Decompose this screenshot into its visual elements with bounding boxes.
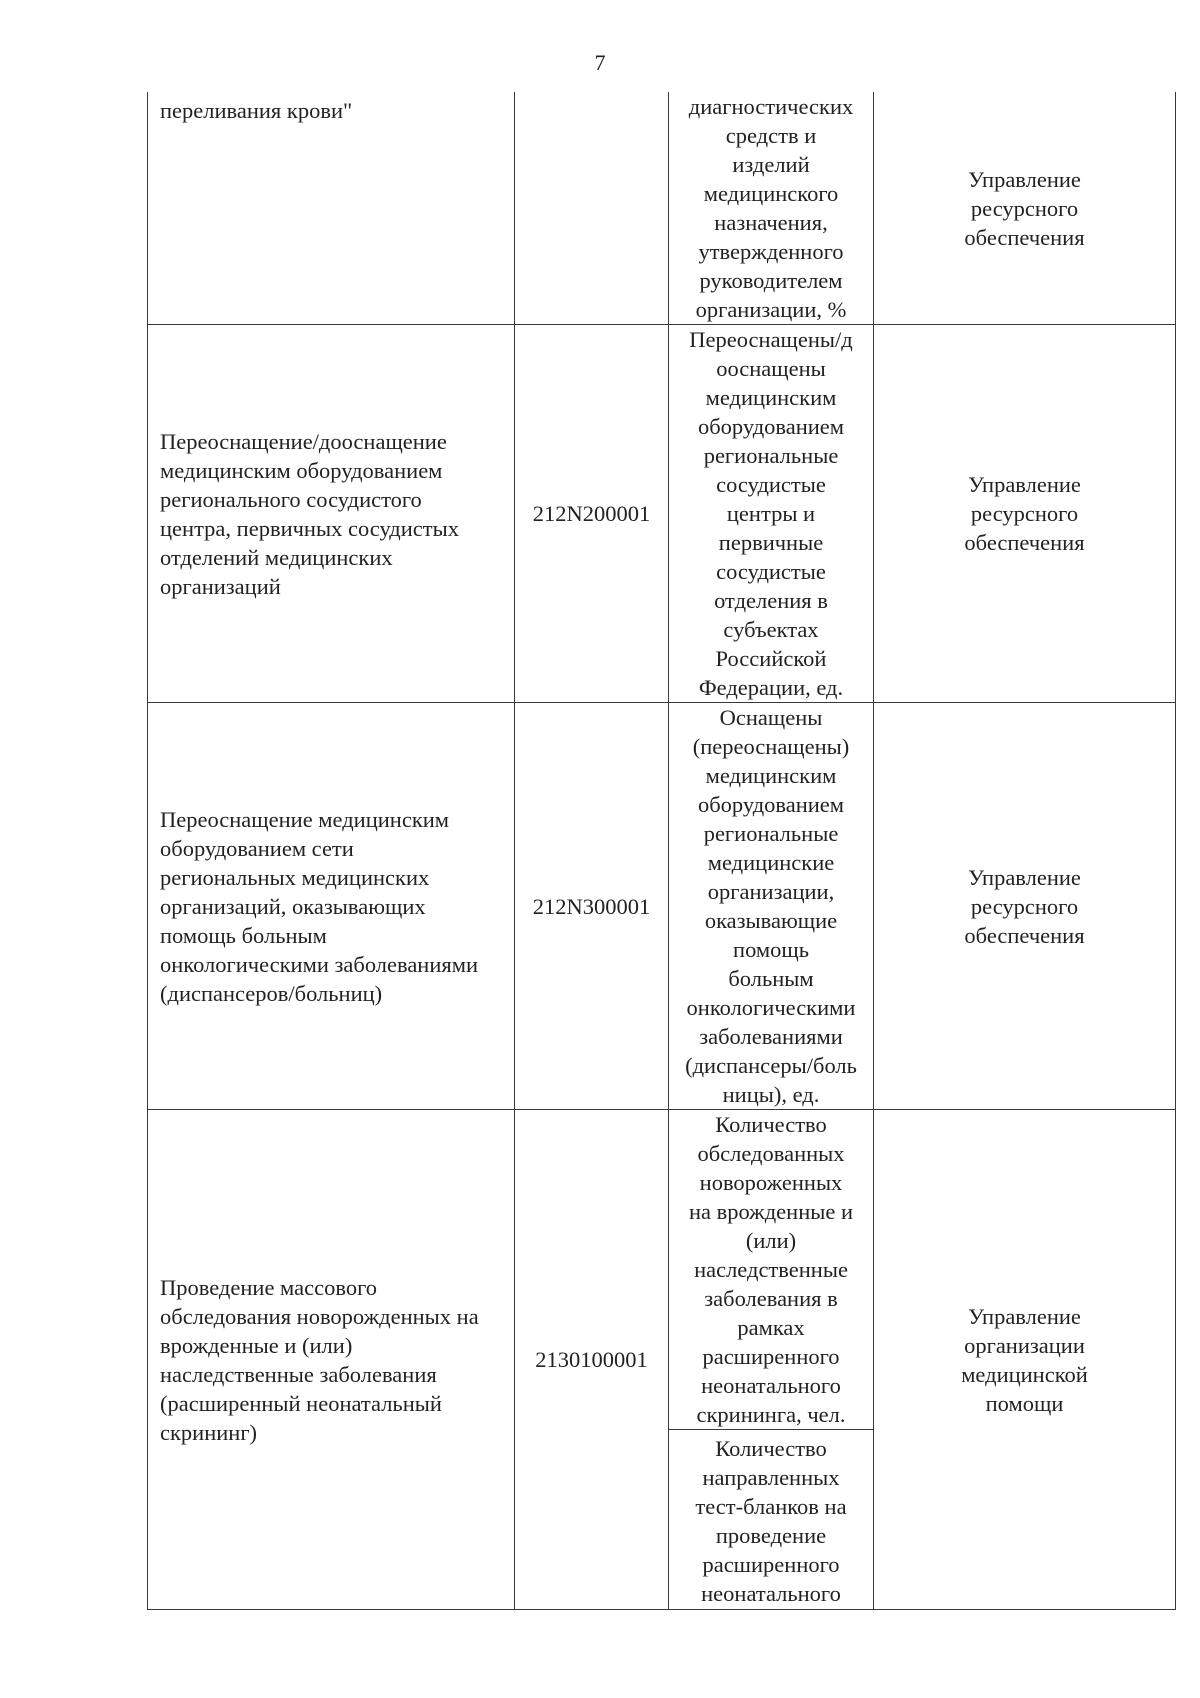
measure-name-cell [148, 1110, 515, 1610]
responsible-department: Управление ресурсного обеспечения [964, 472, 1085, 555]
indicator-cell [669, 325, 874, 703]
indicator-text: Количество направленных тест-бланков на проведение расширенного неонатального [695, 1436, 847, 1606]
responsible-department: Управление организации медицинской помощи [961, 1303, 1088, 1416]
table-row [148, 325, 1176, 703]
measure-name-cell [148, 703, 515, 1110]
code-cell [515, 325, 669, 703]
indicator-cell [669, 703, 874, 1110]
measure-code: 212N300001 [532, 893, 651, 919]
department-cell [874, 1110, 1176, 1610]
indicator-cell [669, 1110, 874, 1430]
indicator-text: диагностических средств и изделий медицинского назначения, утвержденного руководителем организации, % [688, 94, 854, 322]
measure-name-cell [148, 325, 515, 703]
measure-name: Проведение массового обследования новорожденных на врожденные и (или) наследственные заболевания (расширенный неонатальный скрининг) [160, 1274, 479, 1445]
indicator-text: Количество обследованных новороженных на врожденные и (или) наследственные заболевания в рамках расширенного неонатального скрининга, чел. [688, 1112, 854, 1427]
table-row [148, 92, 1176, 325]
measure-name: переливания крови" [160, 98, 353, 123]
department-cell [874, 703, 1176, 1110]
measures-table [147, 92, 1176, 1610]
indicator-text: Переоснащены/д ооснащены медицинским оборудованием региональные сосудистые центры и первичные сосудистые отделения в субъектах Российской Федерации, ед. [689, 327, 853, 700]
table-row [148, 1110, 1176, 1430]
table-row [148, 703, 1176, 1110]
measure-name: Переоснащение медицинским оборудованием сети региональных медицинских организаций, оказывающих помощь больным онкологическими заболеваниями (диспансеров/больниц) [160, 806, 479, 1006]
measure-name: Переоснащение/дооснащение медицинским оборудованием регионального сосудистого центра, первичных сосудистых отделений медицинских организаций [160, 428, 459, 599]
measure-code: 212N200001 [532, 501, 651, 526]
responsible-department: Управление ресурсного обеспечения [964, 166, 1085, 250]
code-cell [515, 703, 669, 1110]
code-cell [515, 1110, 669, 1610]
page-number: 7 [594, 50, 606, 75]
indicator-text: Оснащены (переоснащены) медицинским оборудованием региональные медицинские организации, оказывающие помощь больным онкологическими заболеваниями (диспансеры/боль ницы), ед. [685, 705, 857, 1107]
measure-name-cell [148, 92, 515, 325]
department-cell [874, 325, 1176, 703]
department-cell [874, 92, 1176, 325]
measure-code: 2130100001 [535, 1347, 648, 1372]
responsible-department: Управление ресурсного обеспечения [964, 864, 1085, 948]
code-cell [515, 92, 669, 325]
indicator-cell [669, 92, 874, 325]
indicator-cell [669, 1430, 874, 1610]
